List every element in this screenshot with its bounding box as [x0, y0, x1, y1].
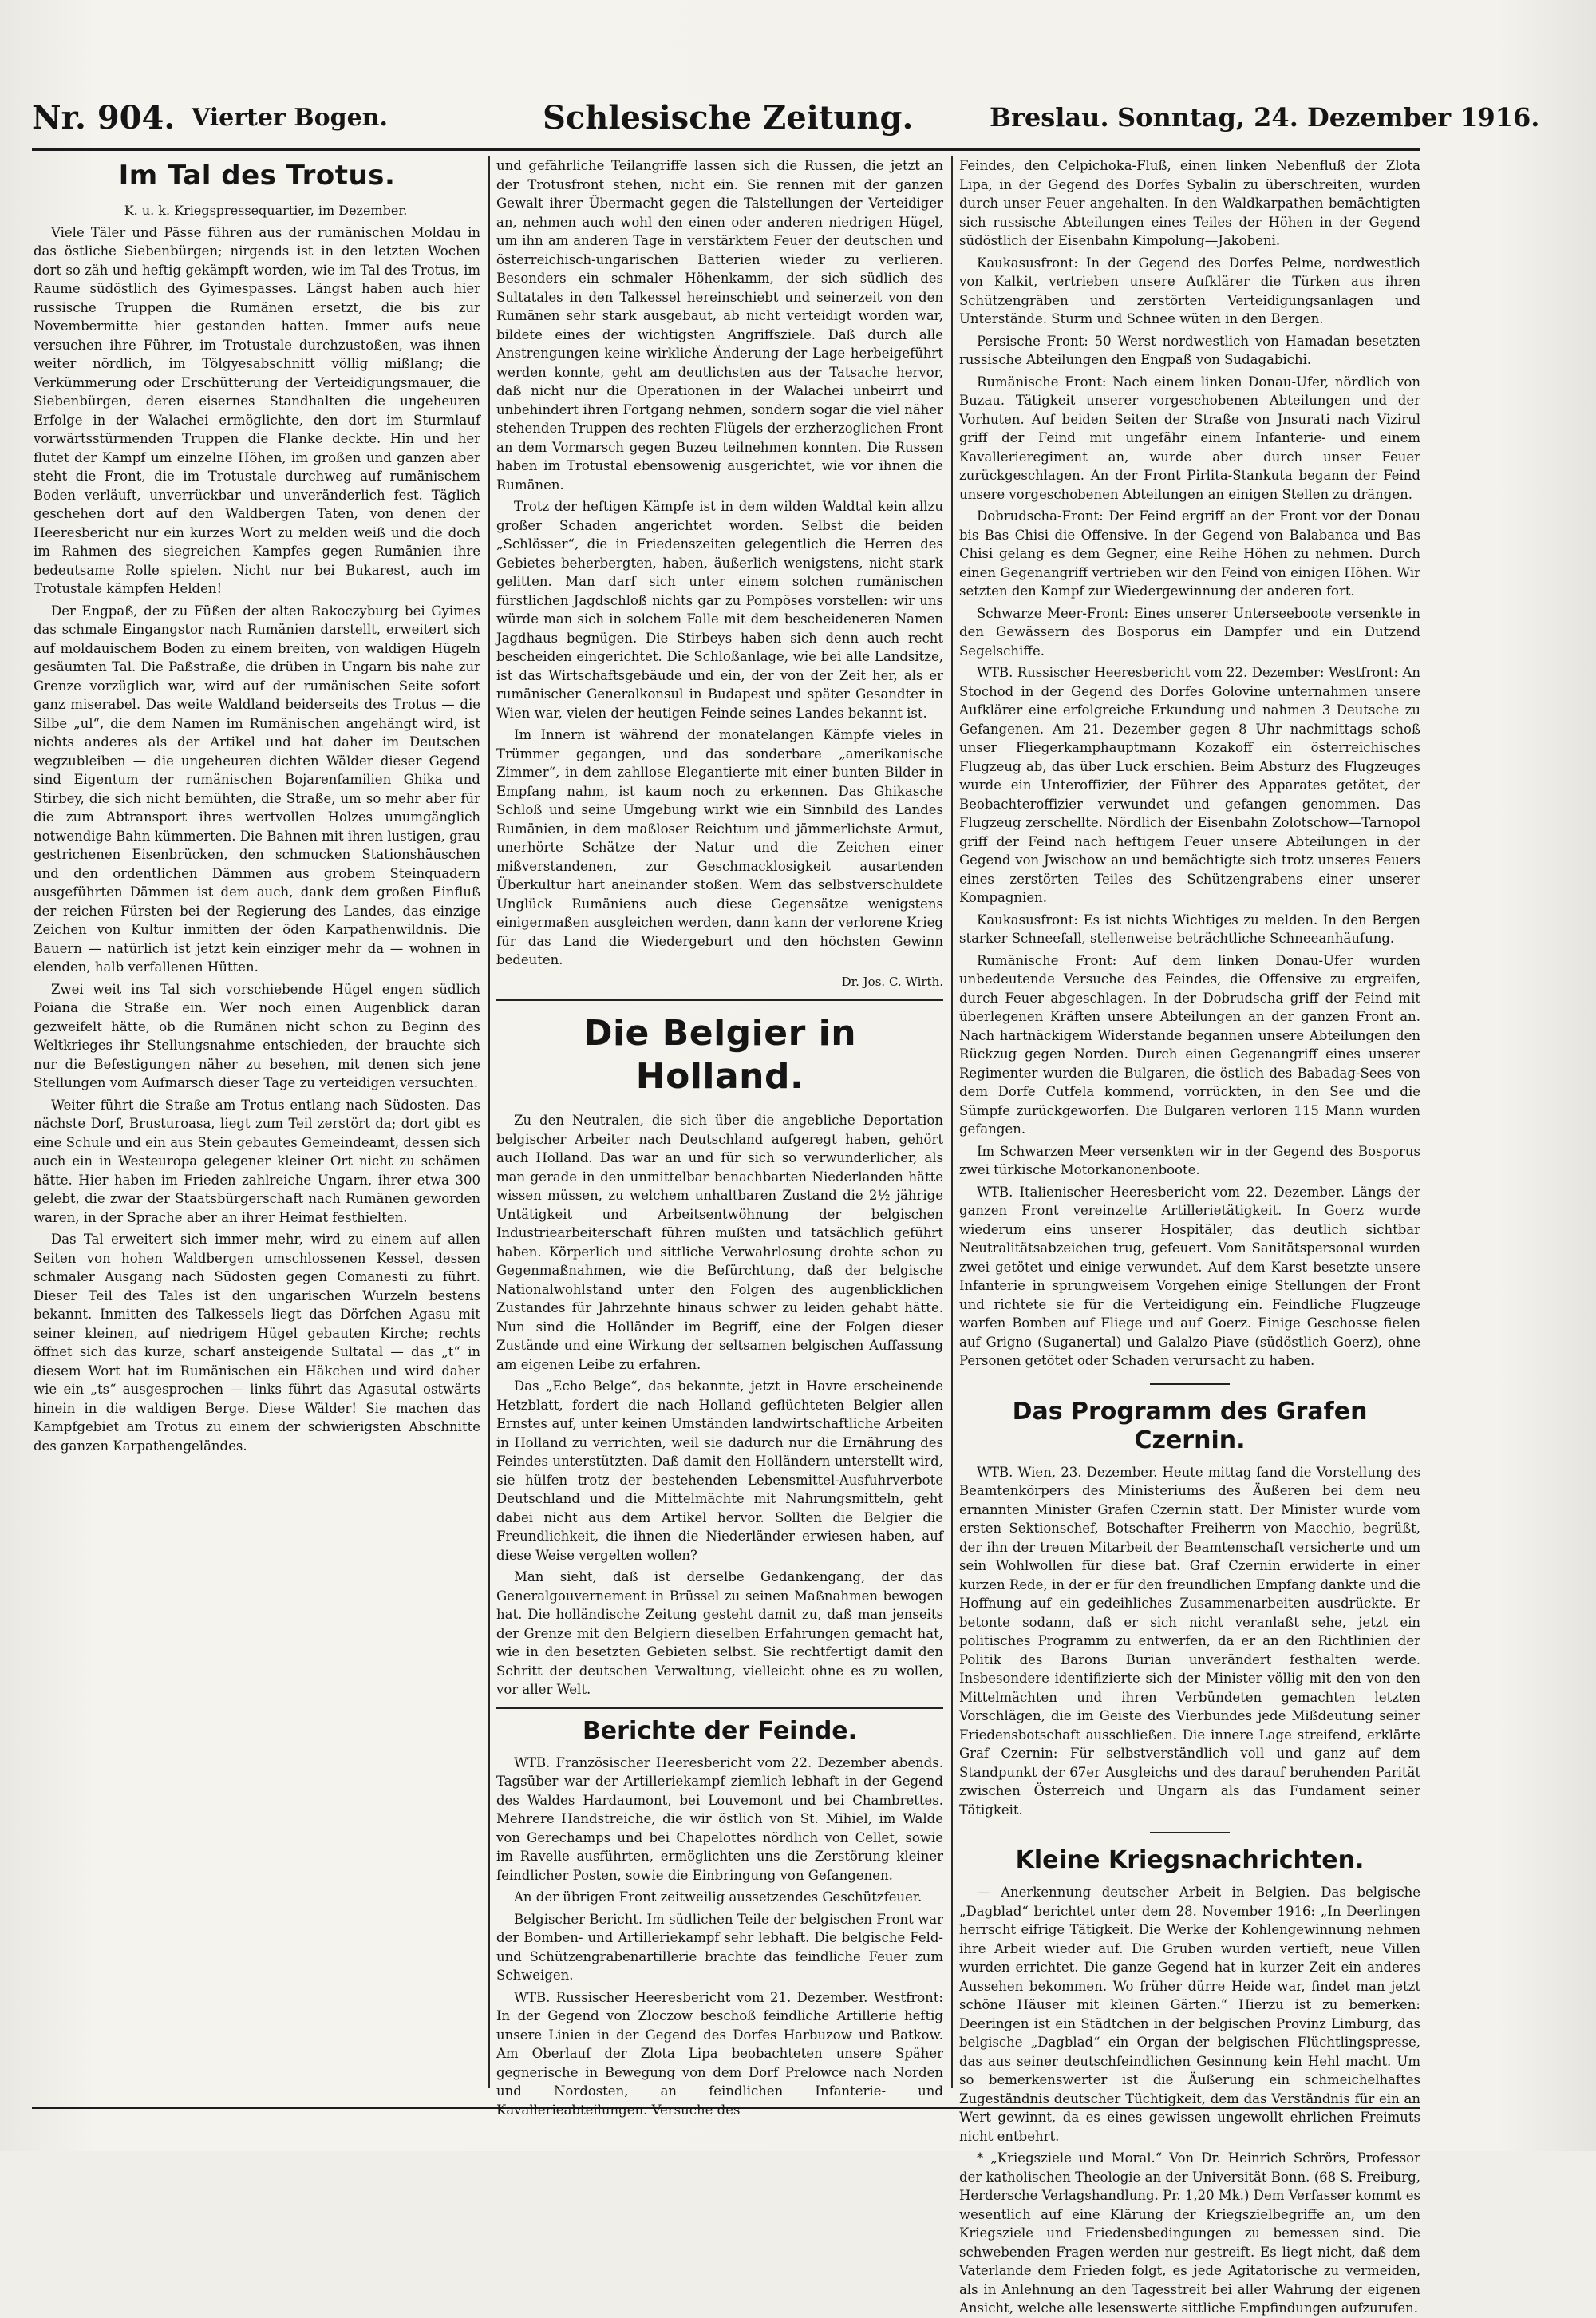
sheet-label: Vierter Bogen. [192, 104, 388, 132]
section-separator [496, 1707, 943, 1709]
article-paragraph: Persische Front: 50 Werst nordwestlich von Hamadan besetzten russische Abteilungen den Engpaß von Sudagabichi. [959, 333, 1420, 367]
article-paragraph: Zu den Neutralen, die sich über die angebliche Deportation belgischer Arbeiter nach Deutschland aufgeregt haben, gehört auch Holland. Das war an und für sich so verwunderlicher, als man gerade in den unmittelbar benachbarten Niederlanden hätte wissen müssen, zu welchem unhaltbaren Zustand die 2½ jährige Untätigkeit und Arbeitsentwöhnung der belgischen Industriearbeiterschaft führen mußten und tatsächlich geführt haben. Körperlich und sittliche Verwahrlosung drohte schon zu Gegenmaßnahmen, wie die Befürchtung, daß der belgische Nationalwohlstand unter den Folgen des augenblicklichen Zustandes für Jahrzehnte hinaus schwer zu leiden gehabt hätte. Nun sind die Holländer im Begriff, eine der Folgen dieser Zustände und eine Wirkung der seltsamen belgischen Auffassung am eigenen Leibe zu erfahren. [496, 1113, 943, 1372]
article-paragraph: Belgischer Bericht. Im südlichen Teile der belgischen Front war der Bomben- und Artilleriekampf sehr lebhaft. Die belgische Feld- und Schützengrabenartillerie brachte das feindliche Feuer zum Schweigen. [496, 1911, 943, 1983]
article-paragraph: WTB. Italienischer Heeresbericht vom 22. Dezember. Längs der ganzen Front vereinzelte Artillerietätigkeit. In Goerz wurde wiederum eins unserer Hospitäler, das deutlich sichtbar Neutralitätsabzeichen trug, gefeuert. Vom Sanitätspersonal wurden zwei getötet und einige verwundet. Auf dem Karst besetzte unsere Infanterie in sprungweisem Vorgehen einige Stellungen der Front und richtete sie für die Verteidigung ein. Feindliche Flugzeuge warfen Bomben auf Fliege und auf Goerz. Einige Geschosse fielen auf Grigno (Suganertal) und Galalzo Piave (südöstlich Goerz), ohne Personen getötet oder Schaden verursacht zu haben. [959, 1184, 1420, 1368]
article-paragraph: — Anerkennung deutscher Arbeit in Belgien. Das belgische „Dagblad“ berichtet unter dem 28. November 1916: „In Deerlingen herrscht eifrige Tätigkeit. Die Werke der Kohlengewinnung nehmen ihre Arbeit wieder auf. Die Gruben wurden vertieft, neue Villen wurden errichtet. Die ganze Gegend hat in kurzer Zeit ein anderes Aussehen bekommen. Wo früher dürre Heide war, findet man jetzt schöne Häuser mit kleinen Gärten.“ Hierzu ist zu bemerken: Deeringen ist ein Städtchen in der belgischen Provinz Limburg, das belgische „Dagblad“ ein Organ der belgischen Flüchtlingspresse, das aus seiner deutschfeindlichen Gesinnung kein Hehl macht. Um so bemerkenswerter ist die Äußerung ein schmeichelhaftes Zugeständnis deutscher Tüchtigkeit, dem das Verständnis für ein an Wert gewinnt, da es eines gewissen ungewollt ehrlichen Freimuts nicht entbehrt. [959, 1885, 1420, 2144]
article-paragraph: Im Innern ist während der monatelangen Kämpfe vieles in Trümmer gegangen, und das sonderbare „amerikanische Zimmer“, in dem zahllose Elegantierte mit einer bunten Bilder in Empfang nahm, ist kaum noch zu erkennen. Das Ghikasche Schloß und seine Umgebung wirkt wie ein Sinnbild des Landes Rumänien, in dem maßloser Reichtum und jämmerlichste Armut, unerhörte Schätze der Natur und die Zeichen einer mißverstandenen, zur Geschmacklosigkeit ausartenden Überkultur hart aneinander stoßen. Wem das selbstverschuldete Unglück Rumäniens auch diese Gegensätze wenigstens einigermaßen ausgleichen werden, dann kann der verlorene Krieg für das Land die Wiedergeburt und den höchsten Gewinn bedeuten. [496, 727, 943, 967]
article-title: Das Programm des Grafen Czernin. [1012, 1397, 1368, 1454]
masthead [32, 99, 1540, 147]
article-paragraph: Schwarze Meer-Front: Eines unserer Unterseeboote versenkte in den Gewässern des Bosporus ein Dampfer und ein Dutzend Segelschiffe. [959, 605, 1420, 659]
column-divider [951, 156, 953, 2088]
article-paragraph: An der übrigen Front zeitweilig aussetzendes Geschützfeuer. [514, 1889, 922, 1905]
article-paragraph: Man sieht, daß ist derselbe Gedankengang, der das Generalgouvernement in Brüssel zu seinen Maßnahmen bewogen hat. Die holländische Zeitung gesteht damit zu, daß man jenseits der Grenze mit den Belgiern dieselben Erfahrungen gemacht hat, wie in den besetzten Gebieten selbst. Sie rechtfertigt damit den Schritt der deutschen Verwaltung, vielleicht ohne es zu wollen, vor aller Welt. [496, 1569, 943, 1697]
article-paragraph: WTB. Wien, 23. Dezember. Heute mittag fand die Vorstellung des Beamtenkörpers des Ministeriums des Äußeren bei dem neu ernannten Minister Grafen Czernin statt. Der Minister wurde vom ersten Sektionschef, Botschafter Freiherrn von Macchio, begrüßt, der ihn der treuen Mitarbeit der Beamtenschaft versicherte und um sein Wohlwollen für diese bat. Graf Czernin erwiderte in einer kurzen Rede, in der er für den freundlichen Empfang dankte und die Hoffnung auf ein gedeihliches Zusammenarbeiten ausdrückte. Er betonte sodann, daß er sich nicht veranlaßt sehe, jetzt ein politisches Programm zu entwerfen, da er an den Richtlinien der Politik des Barons Burian unverändert festhalten werde. Insbesondere identifizierte sich der Minister völlig mit den von den Mittelmächten und ihren Verbündeten gemachten letzten Vorschlägen, die im Geiste des Vierbundes jede Mißdeutung seiner Friedensbotschaft ausschließen. Die innere Lage streifend, erklärte Graf Czernin: Für selbstverständlich voll und ganz auf dem Standpunkt der 67er Ausgleichs und des darauf beruhenden Parität zwischen Österreich und Ungarn als das Fundament seiner Tätigkeit. [959, 1464, 1420, 1818]
section-separator [1150, 1832, 1230, 1833]
article-title: Kleine Kriegsnachrichten. [1015, 1846, 1365, 1874]
article-paragraph: Rumänische Front: Auf dem linken Donau-Ufer wurden unbedeutende Versuche des Feindes, die Offensive zu ergreifen, durch Feuer abgeschlagen. In der Dobrudscha griff der Feind mit überlegenen Kräften unsere Abteilungen an der ganzen Front an. Nach hartnäckigem Widerstande begannen unsere Abteilungen den Rückzug gegen Norden. Durch einen Gegenangriff eines unserer Regimenter wurden die Bulgaren, die östlich des Babadag-Sees von dem Dorfe Cutfela kommend, vorrückten, in den See und die Sümpfe zurückgeworfen. Die Bulgaren verloren 115 Mann wurden gefangen. [959, 952, 1420, 1137]
article-paragraph: Das „Echo Belge“, das bekannte, jetzt in Havre erscheinende Hetzblatt, fordert die nach Holland geflüchteten Belgier allen Ernstes auf, unter keinen Umständen landwirtschaftliche Arbeiten in Holland zu verrichten, weil sie dadurch nur die Ernährung des Feindes unterstützten. Daß damit den Holländern unterstellt wird, sie hülfen trotz der bestehenden Lebensmittel-Ausfuhrverbote Deutschland und die Mittelmächte mit Nahrungsmitteln, geht dabei nicht aus dem Artikel hervor. Sollten die Belgier die Freundlichkeit, die ihnen die Niederländer erwiesen haben, auf diese Weise vergelten wollen? [496, 1379, 943, 1563]
article-paragraph: Kaukasusfront: Es ist nichts Wichtiges zu melden. In den Bergen starker Schneefall, stellenweise beträchtliche Schneeanhäufung. [959, 912, 1420, 946]
newspaper-title: Schlesische Zeitung. [543, 99, 914, 136]
article-title: Die Belgier in Holland. [583, 1013, 857, 1097]
article-paragraph: Zwei weit ins Tal sich vorschiebende Hügel engen südlich Poiana die Straße ein. Wer noch einen Augenblick daran gezweifelt hätte, ob die Rumänen nicht schon zu Beginn des Weltkrieges ihr Stellungsnahme entschieden, der brauchte sich nur die Befestigungen näher zu besehen, mit denen sich jene Stellungen vom Aufmarsch dieser Tage zu verteidigen versuchten. [34, 981, 480, 1090]
article-paragraph: Dobrudscha-Front: Der Feind ergriff an der Front vor der Donau bis Bas Chisi die Offensive. In der Gegend von Balabanca und Bas Chisi gelang es dem Gegner, eine Reihe Höhen zu nehmen. Durch einen Gegenangriff vertrieben wir den Feind von einigen Höhen. Wir setzten den Kampf zur Wiedergewinnung der anderen fort. [959, 508, 1420, 599]
article-paragraph: und gefährliche Teilangriffe lassen sich die Russen, die jetzt an der Trotusfront stehen, nicht ein. Sie rennen mit der ganzen Gewalt ihrer Übermacht gegen die Talstellungen der Verteidiger an, nehmen auch wohl den einen oder anderen niedrigen Hügel, um ihn am anderen Tage in verstärktem Feuer der deutschen und österreichisch-ungarischen Batterien wieder zu verlieren. Besonders ein schmaler Höhenkamm, der sich südlich des Sultatales in den Talkessel hereinschiebt und seinerzeit von den Rumänen sehr stark ausgebaut, ab nicht verteidigt worden war, bildete eines der wichtigsten Angriffsziele. Daß durch alle Anstrengungen keine wirkliche Änderung der Lage herbeigeführt werden konnte, geht am deutlichsten aus der Tatsache hervor, daß nicht nur die Operationen in der Walachei unbeirrt und unbehindert ihren Fortgang nehmen, sondern sogar die viel näher stehenden Truppen des rechten Flügels der erzherzoglichen Front an dem Vormarsch gegen Buzeu teilnehmen konnten. Die Russen haben im Trotustal ebensowenig ausgerichtet, wie vor ihnen die Rumänen. [496, 158, 943, 492]
article-paragraph: WTB. Russischer Heeresbericht vom 21. Dezember. Westfront: In der Gegend von Zloczow beschoß feindliche Artillerie heftig unsere Linien in der Gegend des Dorfes Harbuzow und Batkow. Am Oberlauf der Zlota Lipa beobachteten unsere Späher gegnerische in Bewegung von dem Dorf Prelowce nach Norden und Nordosten, an feindlichen Infanterie- und Kavallerieabteilungen. Versuche des [496, 1989, 943, 2118]
column-2 [496, 156, 943, 2118]
section-separator [496, 999, 943, 1001]
article-paragraph: Rumänische Front: Nach einem linken Donau-Ufer, nördlich von Buzau. Tätigkeit unserer vorgeschobenen Abteilungen und der Vorhuten. Auf beiden Seiten der Straße von Jnsurati nach Vizirul griff der Feind mit ungefähr einem Infanterie- und einem Kavallerieregiment an, wurde aber durch unser Feuer zurückgeschlagen. An der Front Pirlita-Stankuta begann der Feind unsere vorgeschobenen Abteilungen an einigen Stellen zu drängen. [959, 374, 1420, 502]
article-paragraph: Der Engpaß, der zu Füßen der alten Rakoczyburg bei Gyimes das schmale Eingangstor nach Rumänien darstellt, erweitert sich auf moldauischem Boden zu einem breiten, von waldigen Hügeln gesäumten Tal. Die Paßstraße, die drüben in Ungarn bis nahe zur Grenze vorzüglich war, wird auf der rumänischen Seite sofort ganz miserabel. Das weite Waldland beiderseits des Trotus — die Silbe „ul“, die dem Namen im Rumänischen angehängt wird, ist nichts anderes als der Artikel und hat daher im Deutschen wegzubleiben — die ungeheuren dichten Wälder dieser Gegend sind Eigentum der rumänischen Bojarenfamilien Ghika und Stirbey, die sich nicht bemühten, die Straße, um so mehr aber für die zum Abtransport ihres wertvollen Holzes unumgänglich notwendige Bahn kümmerten. Die Bahnen mit ihren lustigen, grau gestrichenen Eisenbrücken, den schmucken Stationshäuschen und den ordentlichen Dämmen aus grobem Steinquadern ausgeführten Dämmen ist dem auch, dank dem großen Einfluß der reichen Fürsten bei der Regierung des Landes, das einzige Zeichen von Kultur inmitten der öden Karpathenwildnis. Die Bauern — natürlich ist jetzt kein einziger mehr da — wohnen in elenden, halb verfallenen Hütten. [34, 603, 480, 975]
article-paragraph: Das Tal erweitert sich immer mehr, wird zu einem auf allen Seiten von hohen Waldbergen umschlossenen Kessel, dessen schmaler Ausgang nach Südosten gegen Comanesti zu führt. Dieser Teil des Tales ist den ungarischen Wurzeln bestens bekannt. Inmitten des Talkessels liegt das Dörfchen Agasu mit seiner kleinen, auf niedrigem Hügel gebauten Kirche; rechts öffnet sich das kurze, scharf ansteigende Sultatal — das „t“ in diesem Wort hat im Rumänischen ein Häkchen und wird daher wie ein „ts“ ausgesprochen — links führt das Agasutal ostwärts hinein in die waldigen Berge. Diese Wälder! Sie machen das Kampfgebiet am Trotus zu einem der schwierigsten Abschnitte des ganzen Karpathengeländes. [34, 1232, 480, 1454]
article-paragraph: Feindes, den Celpichoka-Fluß, einen linken Nebenfluß der Zlota Lipa, in der Gegend des Dorfes Sybalin zu überschreiten, wurden durch unser Feuer angehalten. In den Waldkarpathen bemächtigten sich russische Abteilungen eines Teiles der Höhen in der Gegend südöstlich der Eisenbahn Kimpolung—Jakobeni. [959, 158, 1420, 248]
column-3 [959, 156, 1420, 2316]
article-title: Im Tal des Trotus. [118, 160, 396, 192]
article-paragraph: Trotz der heftigen Kämpfe ist in dem wilden Waldtal kein allzu großer Schaden angerichtet worden. Selbst die beiden „Schlösser“, die in Friedenszeiten gelegentlich die Herren des Gebietes beherbergten, haben, äußerlich wenigstens, nicht stark gelitten. Man darf sich unter einem solchen rumänischen fürstlichen Jagdschloß nichts gar zu Pompöses vorstellen: wir uns würde man sich in solchem Falle mit dem bescheideneren Namen Jagdhaus begnügen. Die Stirbeys haben sich denn auch recht bescheiden eingerichtet. Die Schloßanlage, wie bei alle Landsitze, ist das Wirtschaftsgebäude und ein, der von der Zeit her, als er rumänischer Generalkonsul in Budapest und später Gesandter in Wien war, vielen der heutigen Feinde seines Landes bekannt ist. [496, 499, 943, 721]
article-paragraph: WTB. Französischer Heeresbericht vom 22. Dezember abends. Tagsüber war der Artilleriekampf ziemlich lebhaft in der Gegend des Waldes Hardaumont, bei Louvemont und bei Chambrettes. Mehrere Handstreiche, die wir östlich von St. Mihiel, im Walde von Gerechamps und bei Chapelottes nördlich von Cellet, sowie im Ravelle ausführten, ermöglichten uns die Zerstörung kleiner feindlicher Posten, sowie die Einbringung von Gefangenen. [496, 1754, 943, 1883]
article-signature: Dr. Jos. C. Wirth. [841, 974, 943, 989]
column-1 [34, 156, 480, 2104]
city-name: Breslau. [990, 102, 1109, 133]
article-paragraph: Weiter führt die Straße am Trotus entlang nach Südosten. Das nächste Dorf, Brusturoasa, liegt zum Teil zerstört da; dort gibt es eine Schule und ein aus Stein gebautes Gemeindeamt, dessen sich auch ein in Westeuropa gelegener kleiner Ort nicht zu schämen hätte. Hier haben im Frieden zahlreiche Ungarn, ihrer etwa 300 gelebt, die zwar der Staatsbürgerschaft nach Rumänen geworden waren, in der Sprache aber an ihrer Heimat festhielten. [34, 1097, 480, 1225]
masthead-rule [32, 148, 1420, 151]
column-divider [488, 156, 490, 2088]
article-paragraph: Viele Täler und Pässe führen aus der rumänischen Moldau in das östliche Siebenbürgen; nirgends ist in den letzten Wochen dort so zäh und heftig gekämpft worden, wie im Tal des Trotus, im Raume südöstlich des Gyimespasses. Längst haben auch hier russische Truppen die Rumänen ersetzt, die bis zur Novembermitte hier gestanden hatten. Immer aufs neue versuchen ihre Führer, im Trotustale durchzustoßen, was ihnen weiter nördlich, im Tölgyesabschnitt völlig mißlang; die Verkümmerung oder Erschütterung der Verteidigungsmauer, die Siebenbürgen, deren eisernes Standhalten die ungeheuren Erfolge in der Walachei ermöglichte, den dort im Sturmlauf vorwärtsstürmenden Truppen die Flanke deckte. Hin und her flutet der Kampf um einzelne Höhen, im großen und ganzen aber steht die Front, die im Trotustale durchweg auf rumänischem Boden verläuft, unverrückbar und unveränderlich fest. Täglich geschehen dort auf den Waldbergen Taten, von denen der Heeresbericht nur ein kurzes Wort zu melden weiß und die doch im Rahmen des siegreichen Kampfes gegen Rumänien ihre bedeutsame Rolle spielen. Nicht nur bei Bukarest, auch im Trotustale kämpfen Helden! [34, 224, 480, 596]
issue-number: Nr. 904. [32, 99, 176, 136]
article-paragraph: * „Kriegsziele und Moral.“ Von Dr. Heinrich Schrörs, Professor der katholischen Theologie an der Universität Bonn. (68 S. Freiburg, Herdersche Verlagshandlung. Pr. 1,20 Mk.) Dem Verfasser kommt es wesentlich auf eine Klärung der Kriegszielbegriffe an, um den Kriegsziele und Friedensbedingungen zu bemessen sind. Die schwebenden Fragen werden nur gestreift. Es liegt nicht, daß dem Vaterlande dem Frieden folgt, es jede Agitatorische zu vermeiden, als in Anlehnung an den Tagesstreit bei aller Wahrung der eigenen Ansicht, welche alle lesenswerte sittliche Empfindungen aufzurufen. [959, 2150, 1420, 2316]
article-dateline: K. u. k. Kriegspressequartier, im Dezember. [124, 203, 408, 218]
issue-date: Sonntag, 24. Dezember 1916. [1117, 102, 1540, 133]
article-paragraph: Im Schwarzen Meer versenkten wir in der Gegend des Bosporus zwei türkische Motorkanonenboote. [959, 1143, 1420, 1177]
article-title: Berichte der Feinde. [582, 1716, 858, 1745]
section-separator [1150, 1383, 1230, 1385]
article-paragraph: WTB. Russischer Heeresbericht vom 22. Dezember: Westfront: An Stochod in der Gegend des Dorfes Golovine unternahmen unsere Aufklärer eine erfolgreiche Erkundung und nahmen 3 Deutsche zu Gefangenen. Am 21. Dezember gegen 8 Uhr nachmittags schoß unser Fliegerkamphauptmann Kozakoff ein österreichisches Flugzeug ab, das über Luck erschien. Beim Absturz des Flugzeuges wurde ein Unteroffizier, der Führer des Apparates getötet, der Beobachteroffizier verwundet und gefangen genommen. Das Flugzeug zerschellte. Nördlich der Eisenbahn Zolotschow—Tarnopol griff der Feind nach heftigem Feuer unsere Abteilungen in der Gegend von Jwischow an und bemächtigte sich trotz unseres Feuers eines zerstörten Teiles des Schützengrabens einer unserer Kompagnien. [959, 665, 1420, 905]
article-paragraph: Kaukasusfront: In der Gegend des Dorfes Pelme, nordwestlich von Kalkit, vertrieben unsere Aufklärer die Türken aus ihren Schützengräben und zerstörten Verteidigungsanlagen und Unterstände. Sturm und Schnee wüten in den Bergen. [959, 255, 1420, 326]
